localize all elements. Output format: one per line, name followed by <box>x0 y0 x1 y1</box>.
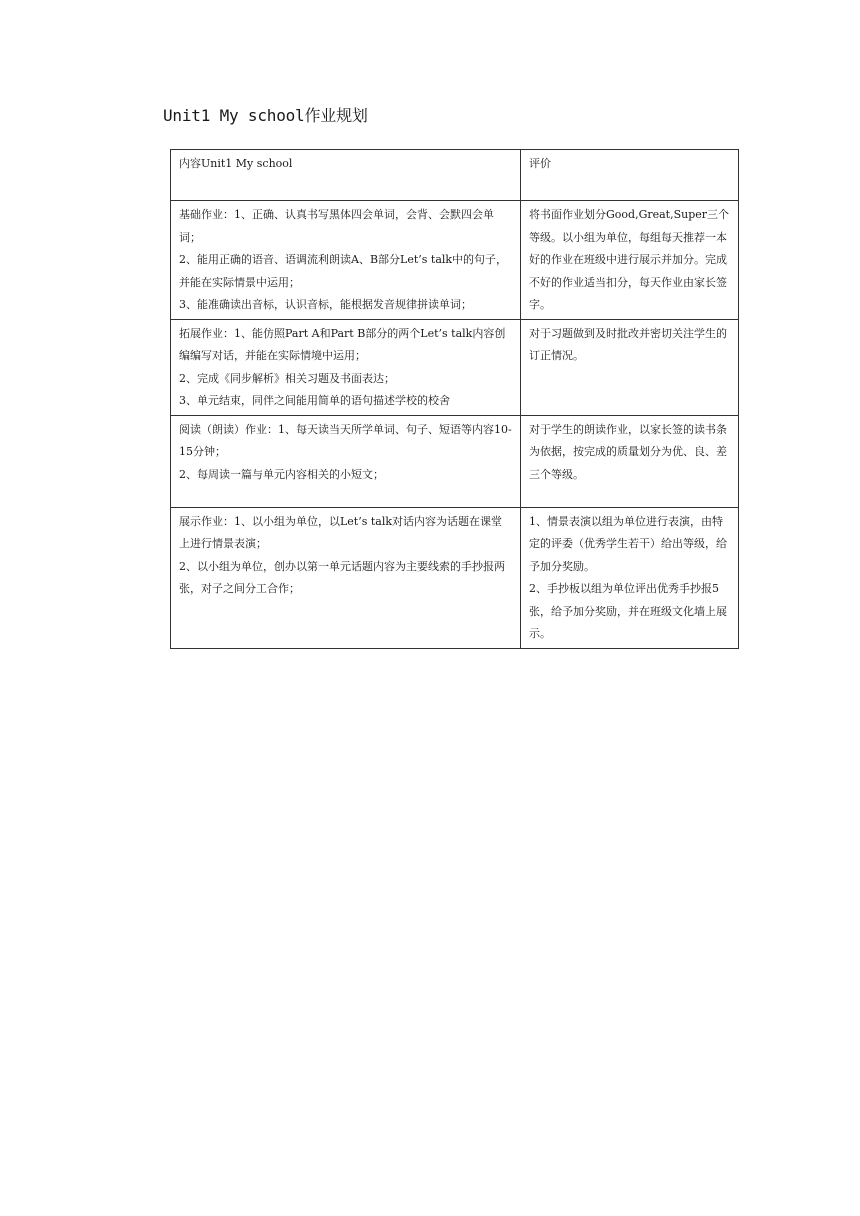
reading-homework-cell <box>171 415 521 507</box>
table-row <box>171 415 739 507</box>
basic-homework-item-2: 2、能用正确的语音、语调流利朗读A、B部分Let’s talk中的句子，并能在实际情景中运用； <box>179 253 508 289</box>
extension-homework-item-3: 3、单元结束，同伴之间能用简单的语句描述学校的校舍 <box>179 394 450 407</box>
extension-evaluation-text: 对于习题做到及时批改并密切关注学生的订正情况。 <box>529 326 727 362</box>
table-row <box>171 201 739 320</box>
page-title: Unit1 My school作业规划 <box>163 106 368 125</box>
basic-evaluation-cell <box>521 201 739 320</box>
presentation-evaluation-cell <box>521 507 739 648</box>
basic-evaluation-text: 将书面作业划分Good,Great,Super三个等级。以小组为单位，每组每天推荐一本好的作业在班级中进行展示并加分。完成不好的作业适当扣分，每天作业由家长签字。 <box>529 208 730 311</box>
header-evaluation-cell: 评价 <box>521 150 739 201</box>
presentation-evaluation-item-1: 1、情景表演以组为单位进行表演，由特定的评委（优秀学生若干）给出等级，给予加分奖励。 <box>529 514 727 573</box>
reading-homework-item-1: 阅读（朗读）作业：1、每天读当天所学单词、句子、短语等内容10-15分钟； <box>179 422 512 458</box>
presentation-homework-item-1: 展示作业：1、以小组为单位，以Let’s talk对话内容为话题在课堂上进行情景表演； <box>179 514 503 550</box>
extension-homework-item-2: 2、完成《同步解析》相关习题及书面表达； <box>179 371 395 385</box>
reading-homework-item-2: 2、每周读一篇与单元内容相关的小短文； <box>179 467 384 481</box>
table-row <box>171 507 739 648</box>
extension-homework-cell <box>171 319 521 415</box>
header-content-cell: 内容Unit1 My school <box>171 150 521 201</box>
extension-evaluation-cell <box>521 319 739 415</box>
reading-evaluation-text: 对于学生的朗读作业，以家长签的读书条为依据，按完成的质量划分为优、良、差三个等级。 <box>529 422 727 481</box>
presentation-homework-cell <box>171 507 521 648</box>
homework-plan-table <box>170 149 739 649</box>
table-row <box>171 319 739 415</box>
presentation-homework-item-2: 2、以小组为单位，创办以第一单元话题内容为主要线索的手抄报两张，对子之间分工合作； <box>179 559 505 595</box>
reading-evaluation-cell <box>521 415 739 507</box>
basic-homework-item-1: 基础作业：1、正确、认真书写黑体四会单词，会背、会默四会单词； <box>179 208 494 244</box>
basic-homework-item-3: 3、能准确读出音标，认识音标，能根据发音规律拼读单词； <box>179 298 472 311</box>
table-header-row <box>171 150 739 201</box>
extension-homework-item-1: 拓展作业：1、能仿照Part A和Part B部分的两个Let’s talk内容创编编写对话，并能在实际情境中运用； <box>179 326 506 362</box>
presentation-evaluation-item-2: 2、手抄板以组为单位评出优秀手抄报5张，给予加分奖励，并在班级文化墙上展示。 <box>529 582 727 640</box>
basic-homework-cell <box>171 201 521 320</box>
